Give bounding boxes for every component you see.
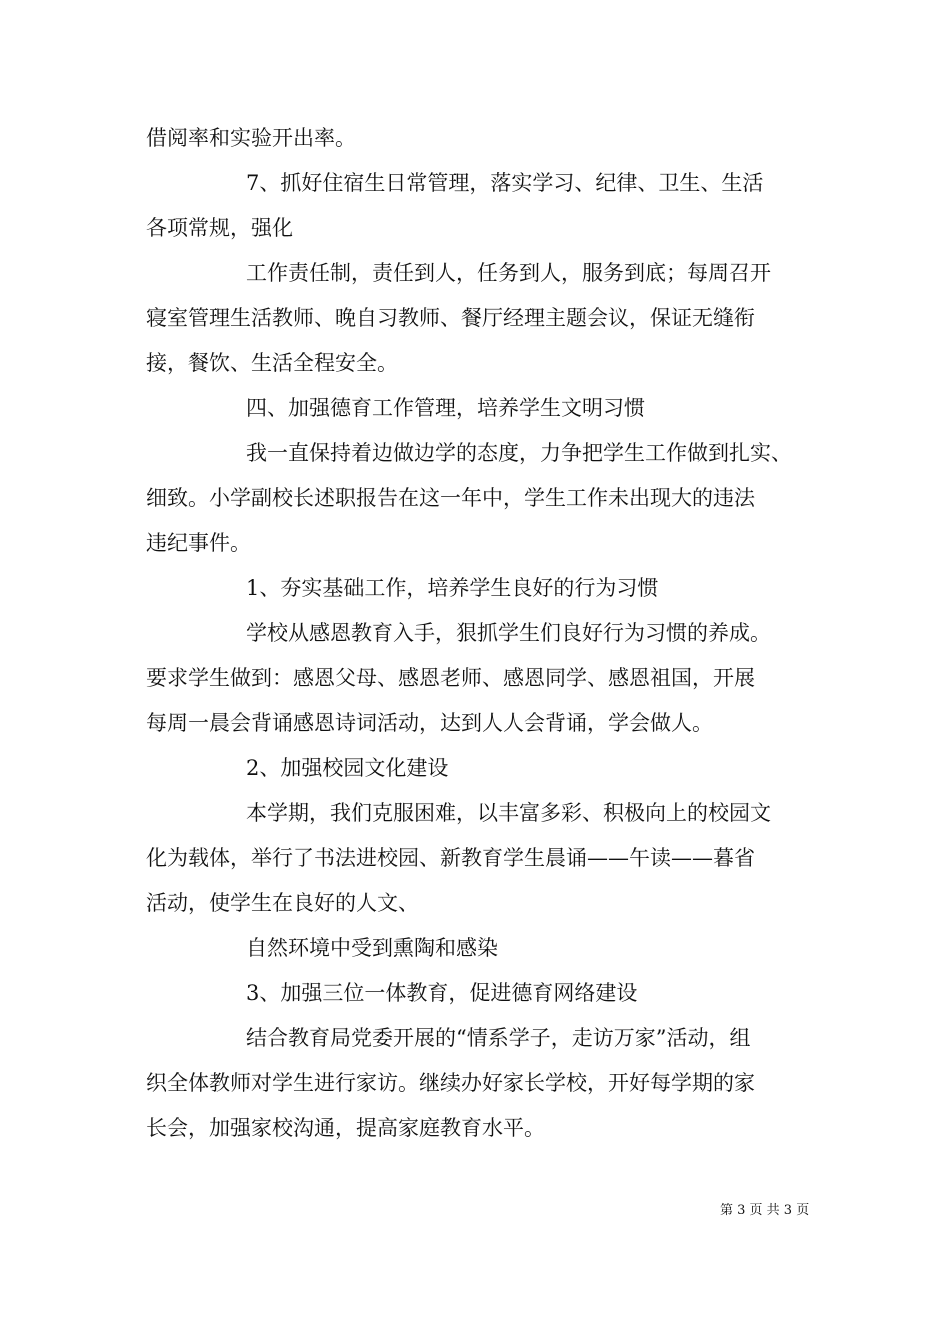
subsection-heading: 1、夯实基础工作，培养学生良好的行为习惯 xyxy=(246,576,659,600)
text-line: 长会，加强家校沟通，提高家庭教育水平。 xyxy=(146,1116,545,1140)
text-line: 7、抓好住宿生日常管理，落实学习、纪律、卫生、生活 xyxy=(246,171,764,195)
text-line: 化为载体，举行了书法进校园、新教育学生晨诵——午读——暮省 xyxy=(146,846,755,870)
text-line: 各项常规，强化 xyxy=(146,216,293,240)
section-heading: 四、加强德育工作管理，培养学生文明习惯 xyxy=(246,396,645,420)
document-body xyxy=(146,116,826,1151)
text-line: 细致。小学副校长述职报告在这一年中，学生工作未出现大的违法 xyxy=(146,486,755,510)
text-line: 每周一晨会背诵感恩诗词活动，达到人人会背诵，学会做人。 xyxy=(146,711,713,735)
text-line: 寝室管理生活教师、晚自习教师、餐厅经理主题会议，保证无缝衔 xyxy=(146,306,755,330)
text-line: 本学期，我们克服困难，以丰富多彩、积极向上的校园文 xyxy=(246,801,771,825)
text-line: 结合教育局党委开展的“情系学子，走访万家”活动，组 xyxy=(246,1026,751,1050)
text-line: 借阅率和实验开出率。 xyxy=(146,126,356,150)
text-line: 接，餐饮、生活全程安全。 xyxy=(146,351,398,375)
text-line: 织全体教师对学生进行家访。继续办好家长学校，开好每学期的家 xyxy=(146,1071,755,1095)
page-number: 第 3 页 共 3 页 xyxy=(720,1203,810,1218)
text-line: 要求学生做到：感恩父母、感恩老师、感恩同学、感恩祖国，开展 xyxy=(146,666,755,690)
text-line: 学校从感恩教育入手，狠抓学生们良好行为习惯的养成。 xyxy=(246,621,771,645)
text-line: 活动，使学生在良好的人文、 xyxy=(146,891,419,915)
text-line: 自然环境中受到熏陶和感染 xyxy=(246,936,498,960)
subsection-heading: 3、加强三位一体教育，促进德育网络建设 xyxy=(246,981,638,1005)
text-line: 工作责任制，责任到人，任务到人，服务到底；每周召开 xyxy=(246,261,771,285)
text-line: 违纪事件。 xyxy=(146,531,251,555)
text-line: 我一直保持着边做边学的态度，力争把学生工作做到扎实、 xyxy=(246,441,792,465)
subsection-heading: 2、加强校园文化建设 xyxy=(246,756,449,780)
